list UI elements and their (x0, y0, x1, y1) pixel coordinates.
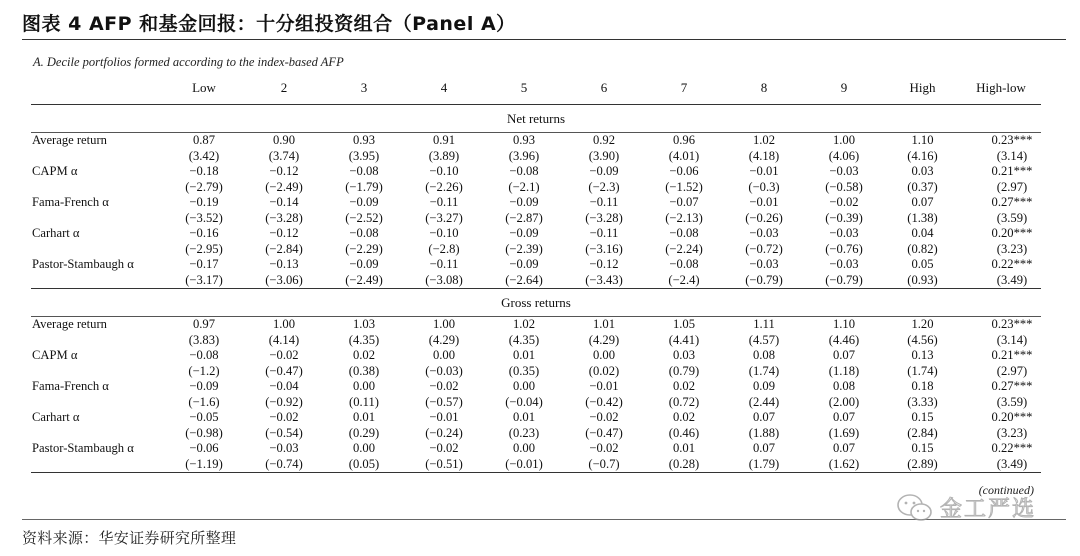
tstat-cell: (−0.92) (265, 394, 303, 409)
row-label: Average return (31, 317, 164, 333)
coefficient-cell: −0.03 (829, 226, 859, 240)
section-header-row (31, 105, 1041, 133)
tstat-cell: (−0.76) (825, 241, 863, 256)
coefficient-cell: −0.02 (429, 379, 459, 393)
coefficient-cell: −0.05 (189, 410, 219, 424)
coefficient-cell: −0.10 (429, 226, 459, 240)
tstat-cell: (2.84) (907, 425, 938, 440)
tstat-cell: (1.74) (748, 363, 780, 378)
coefficient-cell: 0.08 (832, 379, 856, 393)
watermark (896, 492, 1036, 523)
coefficient-cell: 0.90 (244, 133, 324, 149)
coefficient-cell: 0.00 (352, 379, 376, 393)
tstat-cell: (1.62) (804, 457, 884, 473)
tstat-cell: (3.59) (996, 210, 1028, 225)
tstat-cell: (−2.1) (508, 179, 540, 194)
tstat-cell: (−2.49) (345, 272, 383, 287)
coefficient-cell: 0.07 (832, 441, 856, 455)
coefficient-cell: 0.09 (752, 379, 776, 393)
tstat-cell: (4.06) (828, 148, 860, 163)
tstat-cell: (−3.28) (585, 210, 623, 225)
tstat-cell: (−1.52) (665, 179, 703, 194)
coefficient-cell: 0.92 (564, 133, 644, 149)
title-rule (22, 39, 1066, 40)
section-title: Net returns (31, 105, 1041, 133)
tstat-cell: (3.96) (508, 148, 540, 163)
coefficient-cell: −0.02 (429, 441, 459, 455)
tstat-cell: (0.72) (668, 394, 700, 409)
coefficient-cell: 0.01 (672, 441, 696, 455)
tstat-cell: (−2.13) (665, 210, 703, 225)
section-title: Gross returns (31, 289, 1041, 317)
tstat-cell: (−0.51) (404, 457, 484, 473)
tstat-cell: (−2.87) (505, 210, 543, 225)
coefficient-cell: −0.10 (429, 164, 459, 178)
coefficient-cell: 0.00 (592, 348, 616, 362)
tstat-cell: (−0.04) (505, 394, 543, 409)
tstat-cell: (−2.4) (668, 272, 700, 287)
coefficient-cell: 0.21*** (991, 164, 1033, 178)
tstat-cell: (3.33) (907, 394, 938, 409)
table-row (31, 441, 1041, 457)
tstat-cell: (−0.39) (825, 210, 863, 225)
coefficient-cell: 0.15 (911, 441, 934, 455)
table-row (31, 164, 1041, 180)
tstat-cell: (−0.72) (745, 241, 783, 256)
coefficient-cell: 1.00 (244, 317, 324, 333)
coefficient-cell: 0.00 (352, 441, 376, 455)
tstat-cell: (−2.79) (185, 179, 223, 194)
coefficient-cell: 0.18 (911, 379, 934, 393)
coefficient-cell: −0.14 (269, 195, 299, 209)
tstat-cell: (−0.79) (745, 272, 783, 287)
row-label-blank (31, 273, 164, 289)
coefficient-cell: 0.93 (324, 133, 404, 149)
tstat-cell: (−1.2) (188, 363, 220, 378)
coefficient-cell: 0.02 (352, 348, 376, 362)
tstat-cell: (3.83) (188, 332, 220, 347)
tstat-cell: (4.01) (668, 148, 700, 163)
tstat-cell: (−0.79) (825, 272, 863, 287)
coefficient-cell: 0.08 (752, 348, 776, 362)
tstat-cell: (2.89) (884, 457, 961, 473)
column-header: 7 (680, 80, 688, 95)
tstat-cell: (−0.01) (484, 457, 564, 473)
coefficient-cell: −0.03 (749, 226, 779, 240)
column-header: 9 (840, 80, 848, 95)
coefficient-cell: −0.09 (509, 195, 539, 209)
column-header: 6 (600, 80, 608, 95)
tstat-cell: (4.29) (428, 332, 460, 347)
row-label: Fama-French α (32, 195, 109, 209)
tstat-row (31, 149, 1041, 165)
coefficient-cell: 0.00 (512, 379, 536, 393)
tstat-cell: (−0.98) (185, 425, 223, 440)
coefficient-cell: 0.07 (832, 410, 856, 424)
row-label: Carhart α (32, 226, 80, 240)
table-row (31, 410, 1041, 426)
table-row (31, 195, 1041, 211)
table-row (31, 348, 1041, 364)
coefficient-cell: −0.11 (429, 195, 459, 209)
decile-table (31, 72, 1041, 473)
coefficient-cell: −0.09 (189, 379, 219, 393)
coefficient-cell: −0.01 (749, 164, 779, 178)
tstat-cell: (3.90) (588, 148, 620, 163)
tstat-cell: (0.46) (668, 425, 700, 440)
row-label-blank (31, 364, 164, 380)
tstat-row (31, 457, 1041, 473)
table-row (31, 226, 1041, 242)
row-label-blank (31, 457, 164, 473)
tstat-cell: (4.14) (268, 332, 300, 347)
coefficient-cell: 0.00 (432, 348, 456, 362)
tstat-cell: (−1.6) (188, 394, 220, 409)
coefficient-cell: 0.27*** (991, 379, 1033, 393)
tstat-cell: (2.97) (996, 179, 1028, 194)
coefficient-cell: 0.03 (911, 164, 934, 178)
coefficient-cell: −0.09 (589, 164, 619, 178)
tstat-row (31, 364, 1041, 380)
tstat-cell: (−2.39) (505, 241, 543, 256)
coefficient-cell: −0.08 (349, 164, 379, 178)
tstat-cell: (−2.84) (265, 241, 303, 256)
coefficient-cell: 1.02 (484, 317, 564, 333)
tstat-cell: (3.23) (996, 425, 1028, 440)
coefficient-cell: −0.03 (829, 257, 859, 271)
coefficient-cell: 0.21*** (991, 348, 1033, 362)
coefficient-cell: 0.15 (911, 410, 934, 424)
tstat-cell: (3.95) (348, 148, 380, 163)
coefficient-cell: 0.01 (512, 410, 536, 424)
coefficient-cell: −0.09 (509, 226, 539, 240)
coefficient-cell: 0.04 (911, 226, 934, 240)
panel-caption: A. Decile portfolios formed according to the index-based AFP (33, 55, 344, 69)
tstat-cell: (2.97) (996, 363, 1028, 378)
coefficient-cell: 0.01 (512, 348, 536, 362)
tstat-cell: (−0.7) (564, 457, 644, 473)
tstat-cell: (4.35) (348, 332, 380, 347)
tstat-cell: (−3.43) (585, 272, 623, 287)
coefficient-cell: −0.02 (589, 410, 619, 424)
tstat-cell: (−0.03) (425, 363, 463, 378)
tstat-cell: (−2.8) (428, 241, 460, 256)
coefficient-cell: −0.03 (269, 441, 299, 455)
coefficient-cell: −0.08 (669, 257, 699, 271)
table-row (31, 317, 1041, 333)
coefficient-cell: 0.03 (672, 348, 696, 362)
coefficient-cell: −0.02 (269, 410, 299, 424)
tstat-cell: (−2.3) (588, 179, 620, 194)
tstat-cell: (0.37) (907, 179, 938, 194)
coefficient-cell: −0.09 (349, 257, 379, 271)
tstat-cell: (3.23) (996, 241, 1028, 256)
tstat-cell: (2.44) (748, 394, 780, 409)
tstat-cell: (−3.27) (425, 210, 463, 225)
coefficient-cell: −0.01 (589, 379, 619, 393)
coefficient-cell: −0.02 (589, 441, 619, 455)
tstat-cell: (3.42) (188, 148, 220, 163)
coefficient-cell: 0.96 (644, 133, 724, 149)
coefficient-cell: 0.20*** (991, 410, 1033, 424)
tstat-cell: (0.28) (644, 457, 724, 473)
coefficient-cell: 1.02 (724, 133, 804, 149)
tstat-cell: (−2.52) (345, 210, 383, 225)
coefficient-cell: −0.08 (189, 348, 219, 362)
table-row (31, 133, 1041, 149)
coefficient-cell: 1.05 (644, 317, 724, 333)
coefficient-cell: −0.19 (189, 195, 219, 209)
table-row (31, 257, 1041, 273)
coefficient-cell: −0.16 (189, 226, 219, 240)
tstat-cell: (−0.42) (585, 394, 623, 409)
tstat-cell: (0.79) (668, 363, 700, 378)
coefficient-cell: 0.91 (404, 133, 484, 149)
coefficient-cell: 0.07 (832, 348, 856, 362)
row-label-blank (31, 242, 164, 258)
tstat-cell: (−0.58) (825, 179, 863, 194)
coefficient-cell: −0.02 (829, 195, 859, 209)
coefficient-cell: 1.00 (804, 133, 884, 149)
coefficient-cell: −0.11 (429, 257, 459, 271)
tstat-row (31, 333, 1041, 349)
tstat-row (31, 180, 1041, 196)
coefficient-cell: 0.07 (752, 441, 776, 455)
row-label: Fama-French α (32, 379, 109, 393)
tstat-row (31, 211, 1041, 227)
table-row (31, 379, 1041, 395)
tstat-cell: (−0.54) (265, 425, 303, 440)
tstat-cell: (3.14) (996, 148, 1028, 163)
coefficient-cell: 0.22*** (991, 441, 1033, 455)
coefficient-cell: −0.06 (189, 441, 219, 455)
tstat-cell: (3.14) (996, 332, 1028, 347)
coefficient-cell: 1.03 (324, 317, 404, 333)
coefficient-cell: 0.07 (911, 195, 934, 209)
coefficient-cell: 1.11 (724, 317, 804, 333)
coefficient-cell: −0.18 (189, 164, 219, 178)
coefficient-cell: 0.01 (352, 410, 376, 424)
tstat-cell: (−1.19) (164, 457, 244, 473)
tstat-cell: (0.29) (348, 425, 380, 440)
tstat-cell: (3.59) (996, 394, 1028, 409)
tstat-cell: (0.82) (907, 241, 938, 256)
tstat-cell: (−3.08) (425, 272, 463, 287)
section-header-row (31, 289, 1041, 317)
coefficient-cell: 0.87 (164, 133, 244, 149)
column-header: 5 (520, 80, 528, 95)
row-label: Pastor-Stambaugh α (32, 441, 134, 455)
coefficient-cell: −0.12 (269, 226, 299, 240)
coefficient-cell: −0.06 (669, 164, 699, 178)
tstat-cell: (−0.47) (585, 425, 623, 440)
tstat-cell: (4.57) (748, 332, 780, 347)
coefficient-cell: −0.04 (269, 379, 299, 393)
tstat-cell: (1.69) (828, 425, 860, 440)
column-header: 2 (280, 80, 288, 95)
coefficient-cell: 1.00 (404, 317, 484, 333)
row-label: CAPM α (32, 164, 78, 178)
column-header: Low (192, 80, 216, 95)
tstat-cell: (1.38) (907, 210, 938, 225)
coefficient-cell: −0.07 (669, 195, 699, 209)
tstat-cell: (4.16) (907, 148, 938, 163)
coefficient-cell: −0.12 (269, 164, 299, 178)
coefficient-cell: −0.03 (829, 164, 859, 178)
column-header: High-low (976, 80, 1026, 95)
coefficient-cell: −0.17 (189, 257, 219, 271)
coefficient-cell: −0.01 (749, 195, 779, 209)
tstat-cell: (0.05) (324, 457, 404, 473)
row-label: Carhart α (32, 410, 80, 424)
coefficient-cell: 0.93 (484, 133, 564, 149)
tstat-cell: (0.23) (508, 425, 540, 440)
coefficient-cell: −0.03 (749, 257, 779, 271)
tstat-cell: (3.74) (268, 148, 300, 163)
tstat-cell: (3.89) (428, 148, 460, 163)
tstat-cell: (4.41) (668, 332, 700, 347)
tstat-cell: (−3.06) (265, 272, 303, 287)
tstat-cell: (−0.57) (425, 394, 463, 409)
coefficient-cell: −0.13 (269, 257, 299, 271)
header-blank (31, 72, 164, 105)
tstat-cell: (−3.52) (185, 210, 223, 225)
tstat-cell: (4.46) (828, 332, 860, 347)
column-header: 8 (760, 80, 768, 95)
row-label-blank (31, 426, 164, 442)
tstat-cell: (−0.24) (425, 425, 463, 440)
tstat-row (31, 395, 1041, 411)
tstat-cell: (0.93) (907, 272, 938, 287)
coefficient-cell: −0.12 (589, 257, 619, 271)
coefficient-cell: 1.01 (564, 317, 644, 333)
tstat-cell: (−0.26) (745, 210, 783, 225)
coefficient-cell: 0.27*** (991, 195, 1033, 209)
tstat-row (31, 273, 1041, 289)
tstat-cell: (4.35) (508, 332, 540, 347)
watermark-text: 金工严选 (940, 497, 1037, 522)
tstat-cell: (−2.49) (265, 179, 303, 194)
coefficient-cell: 0.13 (911, 348, 934, 362)
coefficient-cell: −0.01 (429, 410, 459, 424)
tstat-cell: (−3.16) (585, 241, 623, 256)
tstat-cell: (0.38) (348, 363, 380, 378)
coefficient-cell: 0.05 (911, 257, 934, 271)
tstat-cell: (0.11) (349, 394, 379, 409)
row-label-blank (31, 395, 164, 411)
coefficient-cell: −0.11 (589, 195, 619, 209)
tstat-cell: (4.18) (748, 148, 780, 163)
row-label: CAPM α (32, 348, 78, 362)
column-header-row (31, 72, 1041, 105)
tstat-cell: (1.18) (828, 363, 860, 378)
coefficient-cell: −0.08 (669, 226, 699, 240)
tstat-cell: (3.49) (996, 272, 1028, 287)
tstat-cell: (0.02) (588, 363, 620, 378)
row-label: Pastor-Stambaugh α (32, 257, 134, 271)
coefficient-cell: 1.10 (804, 317, 884, 333)
coefficient-cell: 1.10 (884, 133, 961, 149)
column-header: 3 (360, 80, 368, 95)
coefficient-cell: 0.07 (752, 410, 776, 424)
coefficient-cell: 0.02 (672, 410, 696, 424)
coefficient-cell: 0.02 (672, 379, 696, 393)
row-label-blank (31, 149, 164, 165)
tstat-cell: (2.00) (828, 394, 860, 409)
row-label: Average return (31, 133, 164, 149)
coefficient-cell: −0.11 (589, 226, 619, 240)
tstat-cell: (−2.24) (665, 241, 703, 256)
continued-note: (continued) (978, 483, 1034, 497)
coefficient-cell: −0.09 (509, 257, 539, 271)
tstat-row (31, 242, 1041, 258)
coefficient-cell: −0.09 (349, 195, 379, 209)
row-label-blank (31, 180, 164, 196)
figure-title: 图表 4 AFP 和基金回报：十分组投资组合（Panel A） (22, 13, 516, 35)
tstat-cell: (−2.95) (185, 241, 223, 256)
coefficient-cell: 0.20*** (991, 226, 1033, 240)
coefficient-cell: −0.02 (269, 348, 299, 362)
coefficient-cell: 0.23*** (961, 317, 1041, 333)
coefficient-cell: 0.97 (164, 317, 244, 333)
wechat-icon (896, 493, 934, 523)
tstat-cell: (−2.29) (345, 241, 383, 256)
tstat-cell: (−0.3) (748, 179, 780, 194)
tstat-cell: (1.74) (907, 363, 938, 378)
column-header: 4 (440, 80, 448, 95)
tstat-cell: (−0.47) (265, 363, 303, 378)
tstat-cell: (−0.74) (244, 457, 324, 473)
tstat-cell: (−3.28) (265, 210, 303, 225)
tstat-cell: (1.88) (748, 425, 780, 440)
coefficient-cell: 0.00 (512, 441, 536, 455)
tstat-cell: (−1.79) (345, 179, 383, 194)
tstat-cell: (−3.17) (185, 272, 223, 287)
tstat-cell: (−2.26) (425, 179, 463, 194)
coefficient-cell: −0.08 (509, 164, 539, 178)
tstat-cell: (4.29) (588, 332, 620, 347)
tstat-cell: (−2.64) (505, 272, 543, 287)
tstat-cell: (0.35) (508, 363, 540, 378)
coefficient-cell: 0.22*** (991, 257, 1033, 271)
row-label-blank (31, 333, 164, 349)
tstat-cell: (1.79) (724, 457, 804, 473)
tstat-row (31, 426, 1041, 442)
column-header: High (909, 80, 936, 95)
tstat-cell: (3.49) (961, 457, 1041, 473)
coefficient-cell: −0.08 (349, 226, 379, 240)
coefficient-cell: 1.20 (884, 317, 961, 333)
row-label-blank (31, 211, 164, 227)
source-note: 资料来源：华安证券研究所整理 (22, 529, 237, 547)
tstat-cell: (4.56) (907, 332, 938, 347)
coefficient-cell: 0.23*** (961, 133, 1041, 149)
